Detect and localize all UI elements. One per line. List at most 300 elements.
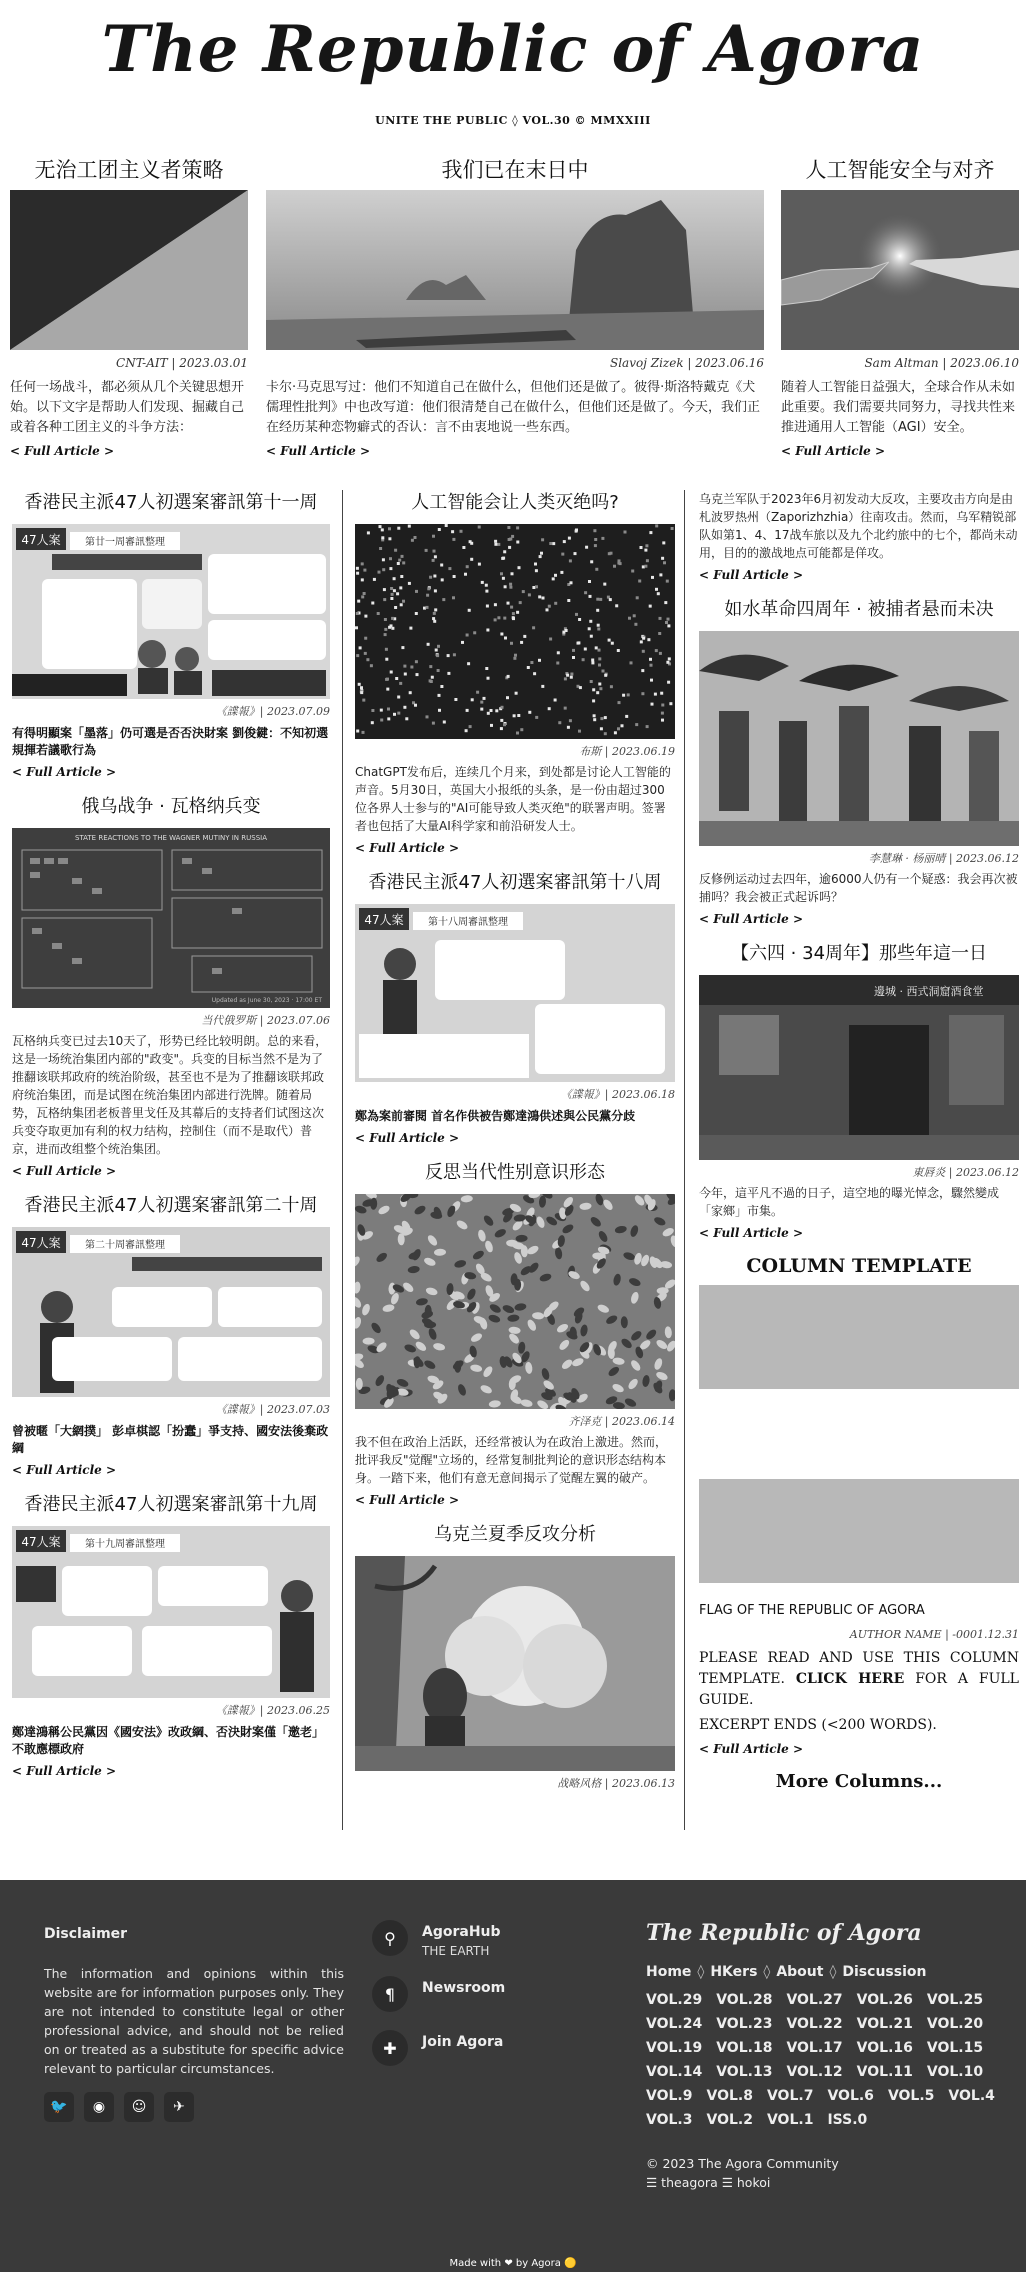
volume-link[interactable]: VOL.9 bbox=[646, 2088, 693, 2104]
image-texture-dot bbox=[403, 665, 406, 668]
footer-external-links[interactable]: ☰ theagora ☰ hokoi bbox=[646, 2175, 771, 2190]
image-texture-dot bbox=[408, 582, 411, 585]
image-texture-bee bbox=[669, 1235, 675, 1249]
image-texture-dot bbox=[532, 626, 535, 629]
article-title[interactable]: 人工智能会让人类灭绝吗? bbox=[411, 492, 619, 513]
image-texture-dot bbox=[494, 543, 497, 546]
image-texture-dot bbox=[642, 565, 645, 568]
image-texture-dot bbox=[356, 612, 359, 615]
full-article-link[interactable]: < Full Article > bbox=[355, 1131, 460, 1145]
image-texture-dot bbox=[503, 550, 506, 553]
article-image[interactable] bbox=[699, 975, 1019, 1160]
image-texture-dot bbox=[510, 642, 513, 645]
article-card bbox=[355, 870, 675, 1146]
article-title[interactable]: 香港民主派47人初選案審訊第二十周 bbox=[24, 1195, 318, 1216]
image-texture-dot bbox=[382, 568, 385, 571]
volume-link[interactable]: VOL.21 bbox=[856, 2016, 913, 2032]
image-texture-dot bbox=[500, 727, 503, 730]
image-texture-dot bbox=[467, 662, 470, 665]
article-title[interactable]: 香港民主派47人初選案審訊第十八周 bbox=[368, 872, 662, 893]
article-image[interactable] bbox=[355, 904, 675, 1082]
image-texture-dot bbox=[533, 672, 536, 675]
image-texture-dot bbox=[508, 538, 511, 541]
image-texture-dot bbox=[514, 654, 517, 657]
volume-link[interactable]: VOL.13 bbox=[716, 2064, 773, 2080]
image-texture-bee bbox=[664, 1326, 672, 1339]
volume-link[interactable]: VOL.17 bbox=[786, 2040, 843, 2056]
card-label: 47人案 bbox=[21, 1535, 61, 1549]
article-title[interactable]: 我们已在末日中 bbox=[441, 158, 589, 182]
full-article-link[interactable]: < Full Article > bbox=[12, 1164, 117, 1178]
card-week: 第二十周審訊整理 bbox=[85, 1240, 165, 1251]
top-article-2 bbox=[266, 150, 764, 459]
image-texture-dot bbox=[654, 693, 657, 696]
image-texture-dot bbox=[390, 671, 393, 674]
image-texture-bee bbox=[374, 1374, 386, 1388]
article-card bbox=[12, 490, 330, 780]
image-texture-dot bbox=[599, 598, 602, 601]
image-texture-dot bbox=[490, 724, 493, 727]
image-texture-dot bbox=[513, 714, 516, 717]
image-texture-bee bbox=[507, 1314, 520, 1322]
newsroom-link[interactable] bbox=[372, 1976, 612, 2012]
image-texture-dot bbox=[541, 685, 544, 688]
footer-links bbox=[372, 1920, 612, 2084]
image-texture-dot bbox=[403, 706, 406, 709]
image-texture-dot bbox=[520, 728, 523, 731]
image-texture-dot bbox=[566, 674, 569, 677]
image-texture-dot bbox=[570, 676, 573, 679]
image-texture-dot bbox=[509, 583, 512, 586]
image-texture-dot bbox=[361, 562, 364, 565]
image-texture-bee bbox=[579, 1202, 592, 1210]
image-texture-dot bbox=[567, 599, 570, 602]
article-headline: 鄭達鴻稱公民黨因《國安法》改政綱、否決財案僅「邀老」不敢應標政府 bbox=[12, 1725, 325, 1756]
image-texture-dot bbox=[429, 679, 432, 682]
article-card bbox=[699, 941, 1019, 1241]
image-texture-dot bbox=[572, 656, 575, 659]
image-texture-dot bbox=[380, 709, 383, 712]
disclaimer-title: Disclaimer bbox=[44, 1926, 128, 1942]
image-texture-dot bbox=[433, 550, 436, 553]
footer-nav-home[interactable]: Home bbox=[646, 1964, 692, 1980]
image-texture-dot bbox=[610, 685, 613, 688]
column-left bbox=[12, 490, 330, 1793]
image-texture-dot bbox=[512, 617, 515, 620]
volume-link[interactable]: VOL.5 bbox=[887, 2088, 935, 2104]
telegram-icon[interactable]: ✈ bbox=[164, 2092, 194, 2122]
image-texture-dot bbox=[593, 529, 596, 532]
image-texture-dot bbox=[534, 563, 537, 566]
image-texture-dot bbox=[371, 721, 374, 724]
image-texture-dot bbox=[429, 576, 432, 579]
image-texture-dot bbox=[666, 661, 669, 664]
volume-link[interactable]: VOL.10 bbox=[926, 2064, 984, 2080]
image-texture-dot bbox=[414, 704, 417, 707]
volume-link[interactable]: VOL.4 bbox=[948, 2088, 995, 2104]
article-image[interactable] bbox=[12, 828, 330, 1008]
image-texture-bee bbox=[653, 1357, 664, 1371]
volume-link[interactable]: VOL.22 bbox=[786, 2016, 843, 2032]
image-texture-dot bbox=[667, 681, 670, 684]
volume-link[interactable]: VOL.6 bbox=[827, 2088, 874, 2104]
image-texture-dot bbox=[360, 691, 363, 694]
card-label: 47人案 bbox=[364, 913, 404, 927]
volume-link[interactable]: VOL.16 bbox=[856, 2040, 913, 2056]
image-texture-bee bbox=[597, 1230, 609, 1244]
image-texture-dot bbox=[666, 580, 669, 583]
volume-link[interactable]: VOL.28 bbox=[716, 1992, 773, 2008]
image-texture-dot bbox=[527, 666, 530, 669]
image-texture-dot bbox=[617, 649, 620, 652]
footer-brand[interactable]: The Republic of Agora bbox=[646, 1920, 922, 1946]
full-article-link[interactable]: < Full Article > bbox=[355, 1493, 460, 1507]
image-texture-dot bbox=[402, 600, 405, 603]
footer-nav-hkers[interactable]: HKers bbox=[710, 1964, 758, 1980]
image-texture-dot bbox=[664, 601, 667, 604]
volume-link[interactable]: VOL.27 bbox=[786, 1992, 843, 2008]
image-texture-dot bbox=[595, 568, 598, 571]
image-texture-bee bbox=[514, 1303, 527, 1312]
image-texture-dot bbox=[388, 537, 391, 540]
volume-link[interactable]: VOL.15 bbox=[926, 2040, 984, 2056]
image-texture-dot bbox=[614, 731, 617, 734]
image-texture-dot bbox=[638, 580, 641, 583]
volume-link[interactable]: VOL.8 bbox=[706, 2088, 753, 2104]
image-texture-dot bbox=[373, 578, 376, 581]
article-image[interactable] bbox=[781, 190, 1019, 350]
image-texture-dot bbox=[414, 536, 417, 539]
footer-nav-about[interactable]: About bbox=[776, 1964, 824, 1980]
image-texture-dot bbox=[398, 559, 401, 562]
image-texture-bee bbox=[633, 1194, 646, 1207]
article-excerpt: 今年，這平凡不過的日子，這空地的曝光悼念，驟然變成「家鄉」市集。 bbox=[699, 1186, 1000, 1218]
image-texture-dot bbox=[399, 682, 402, 685]
image-texture-dot bbox=[628, 617, 631, 620]
image-texture-dot bbox=[355, 626, 358, 629]
article-image[interactable] bbox=[355, 524, 675, 739]
image-texture-bee bbox=[630, 1291, 640, 1304]
image-texture-dot bbox=[502, 557, 505, 560]
article-excerpt: 任何一场战斗，都必须从几个关键思想开始。以下文字是帮助人们发现、掘藏自己或着各种工团主义的斗争方法： bbox=[10, 380, 245, 435]
article-title[interactable]: 人工智能安全与对齐 bbox=[805, 158, 995, 182]
image-texture-bee bbox=[526, 1244, 540, 1256]
image-texture-dot bbox=[651, 576, 654, 579]
image-texture-bee bbox=[612, 1273, 622, 1286]
site-logo[interactable]: The Republic of Agora bbox=[101, 12, 925, 87]
image-texture-dot bbox=[538, 595, 541, 598]
image-texture-dot bbox=[486, 629, 489, 632]
volume-link[interactable]: VOL.2 bbox=[706, 2112, 753, 2128]
image-texture-bee bbox=[532, 1312, 544, 1320]
image-texture-dot bbox=[595, 646, 598, 649]
volume-link[interactable]: VOL.20 bbox=[926, 2016, 984, 2032]
image-texture-bee bbox=[655, 1338, 669, 1351]
image-texture-bee bbox=[488, 1302, 502, 1314]
article-byline: AUTHOR NAME | -0001.12.31 bbox=[849, 1628, 1019, 1641]
volume-link[interactable]: ISS.0 bbox=[827, 2112, 868, 2128]
volume-link[interactable]: VOL.23 bbox=[716, 2016, 773, 2032]
image-texture-bee bbox=[423, 1256, 437, 1267]
image-texture-bee bbox=[579, 1279, 592, 1293]
image-texture-dot bbox=[494, 618, 497, 621]
image-texture-dot bbox=[371, 602, 374, 605]
image-texture-dot bbox=[451, 530, 454, 533]
github-icon[interactable]: ◉ bbox=[84, 2092, 114, 2122]
template-title[interactable]: COLUMN TEMPLATE bbox=[746, 1255, 972, 1277]
footer-nav-discussion[interactable]: Discussion bbox=[842, 1964, 927, 1980]
image-texture-dot bbox=[452, 538, 455, 541]
image-texture-dot bbox=[441, 578, 444, 581]
image-texture-dot bbox=[357, 600, 360, 603]
image-texture-dot bbox=[552, 542, 555, 545]
masthead bbox=[0, 0, 1026, 130]
full-article-link[interactable]: < Full Article > bbox=[355, 841, 460, 855]
article-byline: Sam Altman | 2023.06.10 bbox=[864, 356, 1019, 370]
image-texture-dot bbox=[494, 540, 497, 543]
article-card bbox=[12, 1193, 330, 1478]
image-texture-dot bbox=[662, 541, 665, 544]
article-image[interactable] bbox=[699, 631, 1019, 846]
image-texture-dot bbox=[397, 712, 400, 715]
image-texture-dot bbox=[518, 566, 521, 569]
image-texture-dot bbox=[598, 657, 601, 660]
image-texture-dot bbox=[575, 530, 578, 533]
article-image[interactable] bbox=[12, 524, 330, 699]
reddit-icon[interactable]: ☺ bbox=[124, 2092, 154, 2122]
image-texture-dot bbox=[516, 541, 519, 544]
image-texture-bee bbox=[377, 1204, 391, 1216]
image-texture-dot bbox=[604, 716, 607, 719]
image-texture-dot bbox=[445, 524, 448, 527]
article-title[interactable]: 乌克兰夏季反攻分析 bbox=[434, 1524, 596, 1545]
image-texture-dot bbox=[611, 642, 614, 645]
image-texture-dot bbox=[516, 526, 519, 529]
image-texture-dot bbox=[549, 638, 552, 641]
footer-main-nav bbox=[646, 1964, 1006, 1980]
article-image[interactable] bbox=[355, 1194, 675, 1409]
template-text-2: FOR A FULL GUIDE. bbox=[699, 1671, 1019, 1708]
volume-link[interactable]: VOL.12 bbox=[786, 2064, 843, 2080]
image-texture-dot bbox=[501, 706, 504, 709]
image-texture-dot bbox=[356, 730, 359, 733]
image-texture-bee bbox=[355, 1295, 363, 1309]
image-texture-bee bbox=[580, 1324, 589, 1337]
article-title[interactable]: 反思当代性别意识形态 bbox=[425, 1162, 605, 1183]
image-texture-dot bbox=[386, 678, 389, 681]
join-link[interactable] bbox=[372, 2030, 612, 2066]
article-card bbox=[699, 490, 1019, 583]
image-texture-dot bbox=[671, 527, 674, 530]
image-texture-dot bbox=[642, 637, 645, 640]
volume-link[interactable]: VOL.25 bbox=[926, 1992, 984, 2008]
image-texture-dot bbox=[426, 715, 429, 718]
nav-separator: ◊ bbox=[829, 1964, 837, 1980]
image-texture-dot bbox=[665, 621, 668, 624]
footer-nav bbox=[646, 1920, 1006, 2192]
image-texture-dot bbox=[592, 688, 595, 691]
article-caption: 東唇炎 | 2023.06.12 bbox=[912, 1166, 1019, 1179]
image-texture-dot bbox=[640, 640, 643, 643]
article-image[interactable] bbox=[266, 190, 764, 350]
article-title[interactable]: 无治工团主义者策略 bbox=[34, 158, 224, 182]
image-texture-dot bbox=[427, 587, 430, 590]
image-texture-dot bbox=[539, 555, 542, 558]
image-texture-dot bbox=[655, 524, 658, 527]
image-texture-dot bbox=[361, 595, 364, 598]
image-texture-dot bbox=[465, 729, 468, 732]
image-texture-dot bbox=[590, 680, 593, 683]
image-texture-dot bbox=[436, 654, 439, 657]
image-texture-dot bbox=[511, 572, 514, 575]
image-texture-dot bbox=[627, 693, 630, 696]
image-texture-dot bbox=[636, 596, 639, 599]
more-columns-link[interactable]: More Columns... bbox=[775, 1771, 943, 1792]
full-article-link[interactable]: < Full Article > bbox=[12, 765, 117, 779]
footer bbox=[0, 1880, 1026, 2272]
image-texture-dot bbox=[364, 637, 367, 640]
article-title[interactable]: 如水革命四周年 · 被捕者悬而未决 bbox=[724, 599, 994, 620]
image-texture-dot bbox=[635, 723, 638, 726]
image-texture-dot bbox=[608, 639, 611, 642]
article-caption: 齐泽克 | 2023.06.14 bbox=[568, 1415, 675, 1428]
image-texture-bee bbox=[526, 1318, 538, 1332]
image-texture-dot bbox=[438, 694, 441, 697]
image-texture-dot bbox=[584, 591, 587, 594]
image-texture-bee bbox=[628, 1277, 642, 1288]
image-texture-dot bbox=[568, 537, 571, 540]
image-texture-dot bbox=[519, 601, 522, 604]
image-texture-dot bbox=[402, 561, 405, 564]
full-article-link[interactable]: < Full Article > bbox=[781, 444, 886, 458]
image-texture-bee bbox=[355, 1281, 361, 1294]
image-texture-dot bbox=[466, 565, 469, 568]
article-image[interactable] bbox=[12, 1526, 330, 1698]
image-texture-dot bbox=[495, 709, 498, 712]
article-title[interactable]: 【六四 · 34周年】那些年這一日 bbox=[730, 943, 988, 964]
volume-link[interactable]: VOL.26 bbox=[856, 1992, 913, 2008]
image-texture-bee bbox=[621, 1316, 628, 1328]
volume-link[interactable]: VOL.29 bbox=[646, 1992, 703, 2008]
volume-link[interactable]: VOL.19 bbox=[646, 2040, 703, 2056]
chart-footer: Updated as June 30, 2023 · 17:00 ET bbox=[211, 997, 322, 1004]
image-texture-dot bbox=[438, 709, 441, 712]
image-texture-dot bbox=[415, 612, 418, 615]
image-texture-bee bbox=[355, 1255, 362, 1269]
image-texture-bee bbox=[479, 1384, 493, 1395]
image-texture-dot bbox=[437, 645, 440, 648]
image-texture-dot bbox=[567, 726, 570, 729]
full-article-link[interactable]: < Full Article > bbox=[699, 1742, 804, 1756]
image-texture-dot bbox=[634, 623, 637, 626]
image-texture-dot bbox=[468, 609, 471, 612]
article-title[interactable]: 香港民主派47人初選案審訊第十九周 bbox=[24, 1494, 318, 1515]
volume-link[interactable]: VOL.18 bbox=[716, 2040, 773, 2056]
image-texture-dot bbox=[649, 531, 652, 534]
image-texture-bee bbox=[453, 1259, 466, 1269]
article-card bbox=[355, 1522, 675, 1791]
full-article-link[interactable]: < Full Article > bbox=[12, 1463, 117, 1477]
image-texture-dot bbox=[575, 613, 578, 616]
image-texture-dot bbox=[593, 718, 596, 721]
image-texture-dot bbox=[591, 661, 594, 664]
click-here-link[interactable]: CLICK HERE bbox=[795, 1671, 905, 1687]
image-texture-bee bbox=[508, 1326, 521, 1334]
image-texture-bee bbox=[488, 1400, 501, 1408]
article-image[interactable] bbox=[12, 1227, 330, 1397]
image-texture-dot bbox=[362, 699, 365, 702]
image-texture-bee bbox=[607, 1365, 621, 1378]
article-image[interactable] bbox=[10, 190, 248, 350]
article-card bbox=[12, 1492, 330, 1779]
volume-link[interactable]: VOL.3 bbox=[646, 2112, 693, 2128]
article-byline: Slavoj Zizek | 2023.06.16 bbox=[609, 356, 764, 370]
image-texture-dot bbox=[476, 691, 479, 694]
volume-link[interactable]: VOL.14 bbox=[646, 2064, 703, 2080]
image-texture-dot bbox=[507, 602, 510, 605]
full-article-link[interactable]: < Full Article > bbox=[699, 1226, 804, 1240]
image-texture-dot bbox=[485, 667, 488, 670]
image-texture-dot bbox=[516, 732, 519, 735]
article-title[interactable]: 俄乌战争 · 瓦格纳兵变 bbox=[81, 796, 261, 817]
volume-link[interactable]: VOL.24 bbox=[646, 2016, 703, 2032]
image-texture-dot bbox=[461, 641, 464, 644]
image-texture-bee bbox=[614, 1225, 627, 1234]
full-article-link[interactable]: < Full Article > bbox=[699, 912, 804, 926]
volume-link[interactable]: VOL.7 bbox=[766, 2088, 814, 2104]
card-label: 47人案 bbox=[21, 533, 61, 547]
full-article-link[interactable]: < Full Article > bbox=[266, 444, 371, 458]
image-texture-dot bbox=[371, 709, 374, 712]
article-image[interactable] bbox=[355, 1556, 675, 1771]
image-texture-bee bbox=[471, 1249, 485, 1261]
full-article-link[interactable]: < Full Article > bbox=[10, 444, 115, 458]
image-texture-dot bbox=[650, 664, 653, 667]
image-texture-bee bbox=[482, 1365, 495, 1379]
image-texture-dot bbox=[381, 528, 384, 531]
article-title[interactable]: 香港民主派47人初選案審訊第十一周 bbox=[24, 492, 318, 513]
image-texture-dot bbox=[641, 692, 644, 695]
article-headline: 曾被暱「大網撲」 彭卓棋認「扮蠢」爭支持、國安法後棄政綱 bbox=[12, 1424, 329, 1455]
image-texture-dot bbox=[594, 544, 597, 547]
article-caption: 《諜報》| 2023.07.03 bbox=[215, 1403, 330, 1416]
newsroom-label: Newsroom bbox=[422, 1980, 506, 1996]
image-texture-dot bbox=[401, 555, 404, 558]
volume-link[interactable]: VOL.11 bbox=[856, 2064, 913, 2080]
volume-link[interactable]: VOL.1 bbox=[766, 2112, 814, 2128]
image-texture-bee bbox=[413, 1204, 427, 1216]
image-texture-bee bbox=[375, 1251, 389, 1264]
image-texture-dot bbox=[416, 673, 419, 676]
full-article-link[interactable]: < Full Article > bbox=[699, 568, 804, 582]
article-excerpt: 随着人工智能日益强大，全球合作从未如此重要。我们需要共同努力，寻找共性来推进通用人工智能（AGI）安全。 bbox=[781, 380, 1016, 435]
image-texture-dot bbox=[385, 648, 388, 651]
image-texture-dot bbox=[394, 606, 397, 609]
twitter-icon[interactable]: 🐦 bbox=[44, 2092, 74, 2122]
full-article-link[interactable]: < Full Article > bbox=[12, 1764, 117, 1778]
image-texture-bee bbox=[535, 1215, 546, 1229]
image-texture-bee bbox=[627, 1377, 640, 1391]
image-texture-dot bbox=[364, 652, 367, 655]
image-texture-dot bbox=[494, 603, 497, 606]
agorahub-link[interactable] bbox=[372, 1920, 612, 1958]
image-texture-dot bbox=[589, 595, 592, 598]
image-texture-bee bbox=[536, 1399, 550, 1409]
image-texture-dot bbox=[661, 557, 664, 560]
image-texture-dot bbox=[478, 563, 481, 566]
image-texture-dot bbox=[462, 546, 465, 549]
image-texture-dot bbox=[363, 592, 366, 595]
